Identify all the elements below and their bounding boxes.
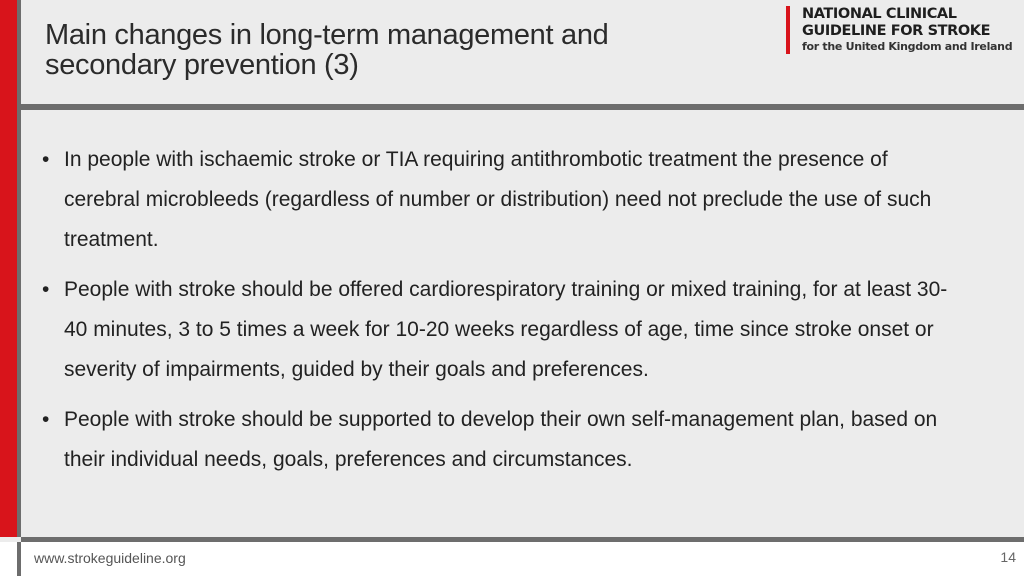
bullet-marker: • [42,408,50,431]
footer-accent-line [17,542,21,576]
slide-title-line1: Main changes in long-term management and [45,19,609,51]
slide-title [45,20,745,80]
bullet-text: People with stroke should be offered cardiorespiratory training or mixed training, for at least 30-40 minutes, 3 to 5 times a week for 10-20 weeks regardless of age, time since stroke onset or severity of impairments, guided by their goals and preferences. [64,278,948,381]
logo-line2: GUIDELINE FOR STROKE [802,23,991,39]
guideline-logo [786,6,1016,56]
bullet-marker: • [42,278,50,301]
bullet-list [42,140,962,490]
page-number: 14 [1000,549,1016,565]
bullet-marker: • [42,148,50,171]
bullet-item [42,140,962,260]
logo-line3: for the United Kingdom and Ireland [802,40,1013,53]
accent-bar [0,0,17,537]
logo-red-bar [786,6,790,54]
bullet-item [42,400,962,480]
logo-text [802,6,1012,54]
footer-url: www.strokeguideline.org [34,550,186,566]
bullet-text: People with stroke should be supported to develop their own self-management plan, based on their individual needs, goals, preferences and circumstances. [64,408,938,471]
bullet-text: In people with ischaemic stroke or TIA requiring antithrombotic treatment the presence of cerebral microbleeds (regardless of number or distribution) need not preclude the use of such treatment. [64,148,932,251]
bullet-item [42,270,962,390]
slide-title-line2: secondary prevention (3) [45,49,359,81]
logo-line1: NATIONAL CLINICAL [802,6,957,22]
